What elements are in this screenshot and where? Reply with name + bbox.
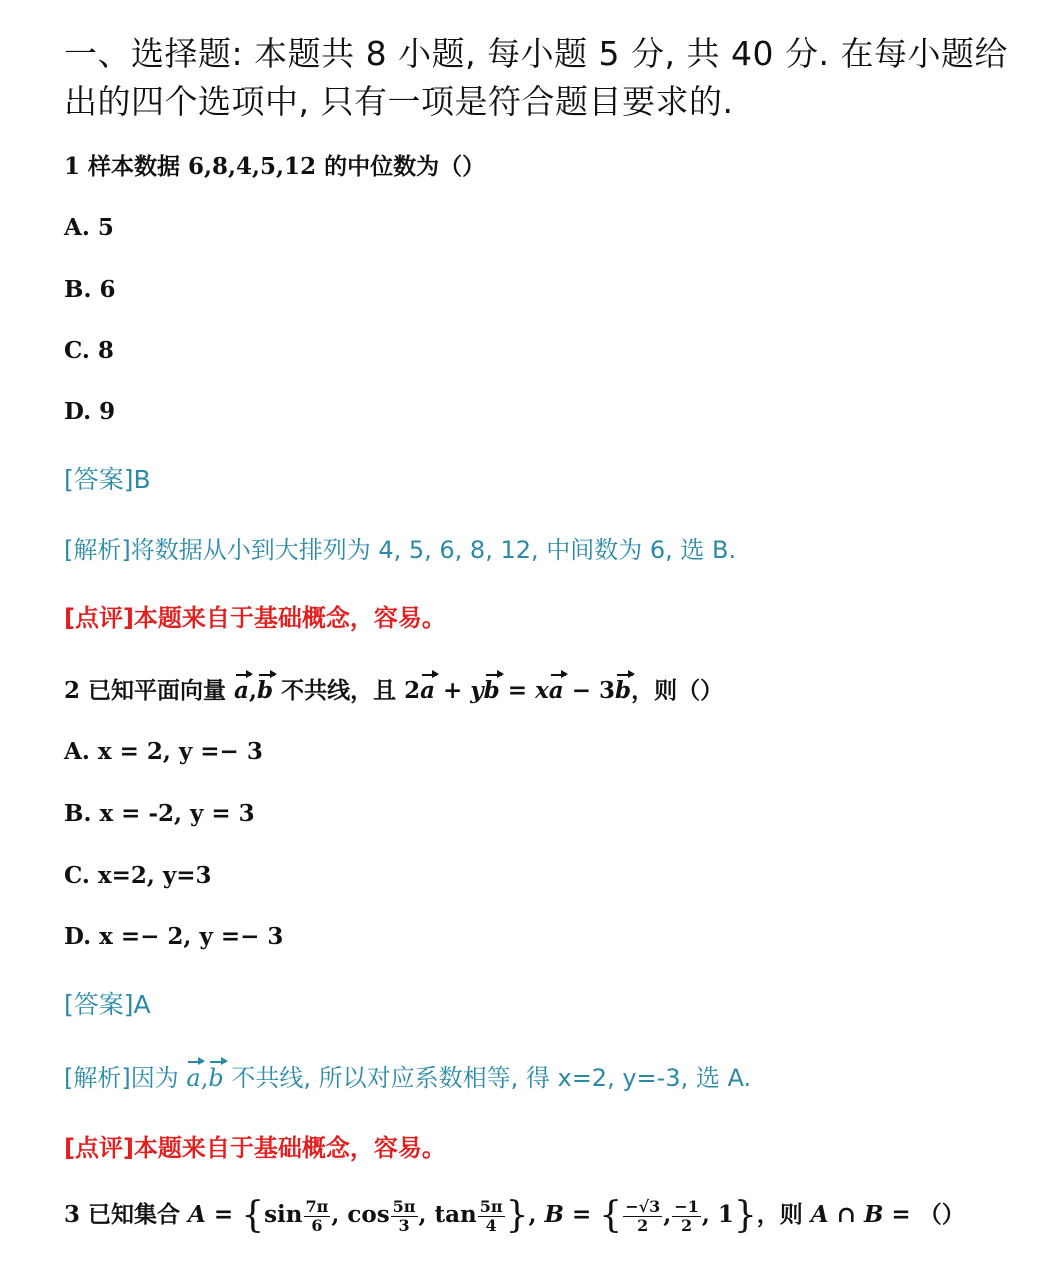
set-b-expression: B = { $\frac{-√3}{2}$ , $\frac{-1}{2}$ , 1}: [544, 1195, 757, 1236]
question-2-option-d: [64, 923, 283, 950]
question-3-stem: 3 已知集合 A = {sin $\frac{7\pi}{6}$ , cos $\frac{5\pi}{3}$ , tan $\frac{5\pi}{4}$ }, B = { $\frac{-√3}{2}$ , $\frac{-1}{2}$ , 1}，则 A ∩ B = （）: [64, 1195, 965, 1236]
question-2-option-d-math: x =− 2, y =− 3: [99, 923, 284, 950]
question-1-answer: [答案]B: [64, 465, 151, 494]
intersection-expression: A ∩ B =: [810, 1201, 911, 1228]
question-2-analysis: [64, 1058, 751, 1093]
question-1-option-a: A. 5: [64, 214, 114, 241]
question-1-option-d: D. 9: [64, 398, 116, 425]
question-2-analysis-prefix: [解析]因为: [64, 1064, 179, 1092]
question-2-option-d-label: D.: [64, 923, 92, 950]
question-2-answer: [答案]A: [64, 990, 151, 1019]
question-2-option-a: [64, 738, 263, 765]
question-2-stem-suffix: ，则（）: [631, 677, 724, 704]
section-heading: 一、选择题: 本题共 8 小题, 每小题 5 分, 共 40 分. 在每小题给出的四个选项中, 只有一项是符合题目要求的.: [64, 34, 1008, 121]
question-1-option-c: C. 8: [64, 337, 114, 364]
question-3-stem-end: （）: [918, 1201, 965, 1228]
question-1-analysis: [解析]将数据从小到大排列为 4, 5, 6, 8, 12, 中间数为 6, 选 B.: [64, 536, 737, 564]
question-2-option-b: B. x = -2, y = 3: [64, 800, 255, 827]
question-2-stem-mid: 不共线，且: [281, 677, 397, 704]
question-2-equation: 2a + yb = xa − 3b: [404, 677, 632, 704]
question-1-stem: 1 样本数据 6,8,4,5,12 的中位数为（）: [64, 153, 486, 180]
set-a-expression: A = {sin $\frac{7\pi}{6}$ , cos $\frac{5\pi}{3}$ , tan $\frac{5\pi}{4}$ }: [188, 1195, 529, 1236]
question-2-analysis-vectors: a,b: [186, 1064, 224, 1092]
question-2-option-a-label: A.: [64, 738, 90, 765]
question-3-stem-prefix: 3 已知集合: [64, 1201, 181, 1228]
question-2-analysis-suffix: 不共线, 所以对应系数相等, 得 x=2, y=-3, 选 A.: [231, 1064, 752, 1092]
question-2-review: [点评]本题来自于基础概念，容易。: [64, 1134, 446, 1162]
question-2-option-a-math: x = 2, y =− 3: [97, 738, 263, 765]
question-2-vectors: a,b: [234, 677, 274, 704]
question-2-stem-prefix: 2 已知平面向量: [64, 677, 227, 704]
question-1-option-b: B. 6: [64, 276, 116, 303]
question-2-stem: [64, 672, 723, 705]
question-3-stem-suffix: ，则: [756, 1201, 803, 1228]
question-1-review: [点评]本题来自于基础概念，容易。: [64, 604, 446, 632]
question-2-option-c: C. x=2, y=3: [64, 862, 212, 889]
